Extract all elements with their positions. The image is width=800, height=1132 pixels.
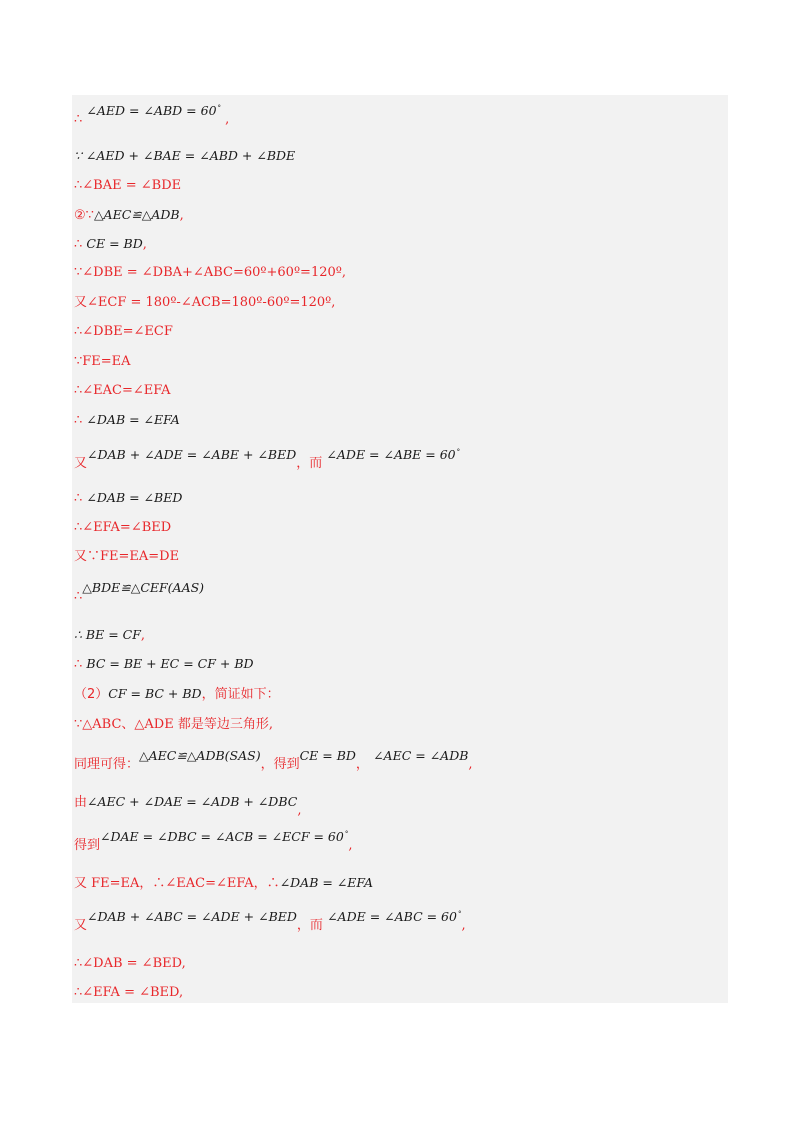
solution-line-17: ∴ BE = CF, xyxy=(74,627,146,643)
solution-line-27: ∴∠EFA = ∠BED, xyxy=(74,985,184,1000)
solution-line-22: 由∠AEC + ∠DAE = ∠ADB + ∠DBC, xyxy=(74,794,302,818)
solution-line-21: 同理可得：△AEC≌△ADB(SAS)，得到CE = BD， ∠AEC = ∠ADB, xyxy=(74,748,473,772)
solution-line-24: 又 FE=EA，∴∠EAC=∠EFA，∴∠DAB = ∠EFA xyxy=(74,875,374,891)
solution-line-10: ∴∠EAC=∠EFA xyxy=(74,383,171,398)
solution-line-11: ∴ ∠DAB = ∠EFA xyxy=(74,412,180,428)
solution-line-23: 得到∠DAE = ∠DBC = ∠ACB = ∠ECF = 60°, xyxy=(74,829,353,853)
solution-line-16: ∴△BDE≌△CEF(AAS) xyxy=(74,580,205,604)
solution-line-19: （2）CF = BC + BD，简证如下： xyxy=(74,686,280,702)
solution-line-13: ∴ ∠DAB = ∠BED xyxy=(74,490,183,506)
solution-line-8: ∴∠DBE=∠ECF xyxy=(74,324,173,339)
solution-line-9: ∵FE=EA xyxy=(74,354,131,369)
solution-line-12: 又∠DAB + ∠ADE = ∠ABE + ∠BED，而 ∠ADE = ∠ABE = 60° xyxy=(74,447,461,471)
solution-line-25: 又∠DAB + ∠ABC = ∠ADE + ∠BED，而 ∠ADE = ∠ABC = 60°, xyxy=(74,909,466,933)
solution-line-5: ∴ CE = BD, xyxy=(74,236,147,252)
solution-line-6: ∵∠DBE = ∠DBA+∠ABC=60º+60º=120º, xyxy=(74,265,347,280)
solution-line-4: ②∵△AEC≌△ADB, xyxy=(74,207,184,223)
solution-line-3: ∴∠BAE = ∠BDE xyxy=(74,178,182,193)
solution-line-2: ∵ ∠AED + ∠BAE = ∠ABD + ∠BDE xyxy=(74,148,296,163)
solution-line-26: ∴∠DAB = ∠BED, xyxy=(74,956,186,971)
solution-line-18: ∴ BC = BE + EC = CF + BD xyxy=(74,656,254,672)
solution-line-20: ∵△ABC、△ADE 都是等边三角形, xyxy=(74,717,273,732)
solution-line-15: 又∵FE=EA=DE xyxy=(74,549,180,564)
solution-line-1: ∴ ∠AED = ∠ABD = 60° , xyxy=(74,103,230,127)
solution-line-14: ∴∠EFA=∠BED xyxy=(74,520,172,535)
solution-line-7: 又∠ECF = 180º-∠ACB=180º-60º=120º, xyxy=(74,295,336,310)
